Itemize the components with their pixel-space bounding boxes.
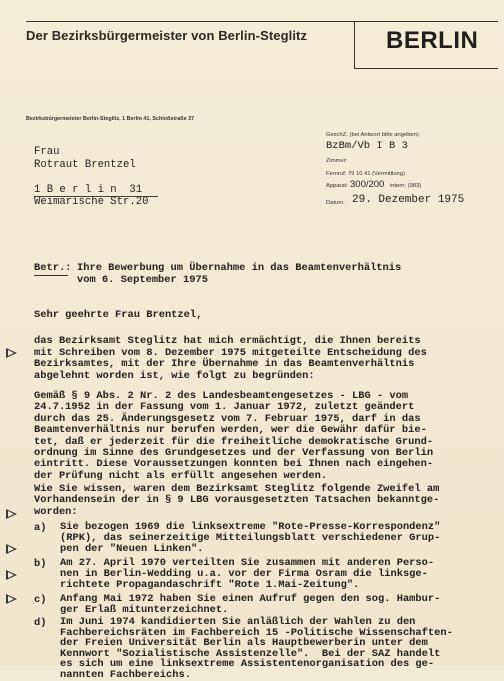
item-c-mark: c): [34, 594, 47, 606]
item-c-text: Anfang Mai 1972 haben Sie einen Aufruf gegen den sog. Hambur- ger Erlaß mitunterzeichnet.: [60, 593, 441, 617]
item-d-mark: d): [34, 617, 47, 629]
item-a-mark: a): [34, 522, 47, 534]
recipient-street: Weimarische Str.20: [34, 196, 149, 208]
header-bottom-rule: [354, 68, 498, 69]
paragraph-2: Gemäß § 9 Abs. 2 Nr. 2 des Landesbeamtengesetzes - LBG - vom 24.7.1952 in der Fassung vom 1. Januar 1972, zuletzt geändert durch das 25. Änderungsgesetz vom 7. Februar 1975, darf in das Beamtenverhältnis nur berufen werden, wer die Gewähr dafür bie- tet, daß er jederzeit für die freiheitliche demokratische Grund- ordnung im Sinne des Grundgesetzes und der Verfassung von Berlin eintritt. Diese Voraussetzungen konnten bei Ihnen nach eingehen- der Prüfung nicht als erfüllt angesehen werden.: [34, 390, 434, 482]
margin-arrow-item-c: [6, 570, 17, 580]
subject-line-2: vom 6. September 1975: [77, 274, 208, 286]
margin-arrow-paragraph-1: [6, 348, 17, 358]
date-value: 29. Dezember 1975: [352, 194, 465, 206]
subject-label: Betr.:: [34, 262, 72, 274]
phone-label: Fernruf: 79 10 41 (Vermittlung): [326, 171, 405, 177]
header-divider: [354, 21, 355, 69]
greeting: Sehr geehrte Frau Brentzel,: [34, 309, 203, 321]
margin-arrow-item-a: [6, 509, 17, 519]
date-label: Datum:: [326, 200, 345, 206]
reference-value: BzBm/Vb I B 3: [326, 140, 408, 152]
extension-value: 300/200: [350, 179, 385, 190]
recipient-name: Rotraut Brentzel: [34, 159, 136, 171]
header-top-rule: [26, 21, 498, 22]
margin-arrow-item-d: [6, 594, 17, 604]
reference-label: GeschZ. (bei Antwort bitte angeben): [326, 132, 419, 138]
item-a-text: Sie bezogen 1969 die linksextreme "Rote-Presse-Korrespondenz" (RPK), das seinerzeitige Mitteilungsblatt verschiedener Grup- pen der "Neuen Linken".: [60, 521, 441, 556]
paragraph-3: Wie Sie wissen, waren dem Bezirksamt Steglitz folgende Zweifel am Vorhandensein der in § 9 LBG vorausgesetzten Tatsachen bekanntge- worden:: [34, 483, 440, 518]
office-title: Der Bezirksbürgermeister von Berlin-Steglitz: [26, 28, 308, 43]
extension-suffix: intern: (983): [390, 183, 422, 189]
room-label: Zimmer:: [326, 158, 348, 164]
sender-return-address: Bezirksbürgermeister Berlin-Steglitz, 1 Berlin 41, Schloßstraße 37: [26, 116, 195, 122]
item-b-mark: b): [34, 558, 47, 570]
item-d-text: Im Juni 1974 kandidierten Sie anläßlich der Wahlen zu den Fachbereichsräten im Fachbereich 15 -Politische Wissenschaften- der Freien Universität Berlin als Hauptbewerberin unter dem Kennwort "Sozialistische Assistenzelle". Bei der SAZ handelt es sich um eine linksextreme Assistentenorganisation des ge- nannten Fachbereichs.: [60, 616, 453, 681]
paragraph-1: das Bezirksamt Steglitz hat mich ermächtigt, die Ihnen bereits mit Schreiben vom 8. Dezember 1975 mitgeteilte Entscheidung des Bezirksamtes, mit der Ihre Übernahme in das Beamtenverhältnis abgelehnt worden ist, wie folgt zu begründen:: [34, 335, 427, 382]
margin-arrow-item-b: [6, 544, 17, 554]
recipient-city: 1 B e r l i n 31: [34, 184, 143, 196]
recipient-salutation: Frau: [34, 146, 60, 158]
city-logo: BERLIN: [386, 27, 479, 54]
item-b-text: Am 27. April 1970 verteilten Sie zusammen mit anderen Perso- nen in Berlin-Wedding u.a. vor der Firma Osram die linksge- richtete Propagandaschrift "Rote 1.Mai-Zeitung".: [60, 557, 435, 592]
subject-line-1: Ihre Bewerbung um Übernahme in das Beamtenverhältnis: [77, 262, 402, 274]
subject-underline: [34, 275, 68, 276]
extension-label: Apparat:: [326, 183, 348, 189]
